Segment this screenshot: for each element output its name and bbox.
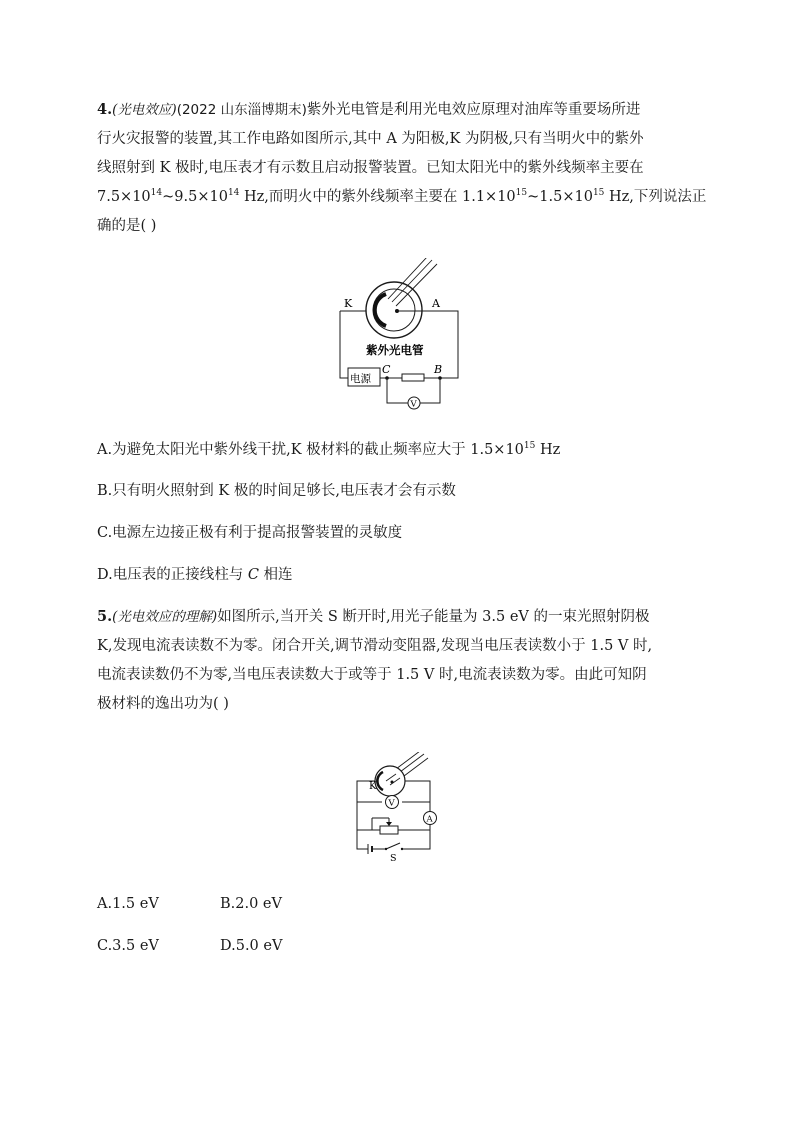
- q5-option-a[interactable]: A.1.5 eV: [97, 896, 159, 912]
- q4-freq-b: ~9.5×10: [162, 189, 228, 205]
- anode-dot: [395, 309, 399, 313]
- q4-line-4: [97, 187, 706, 207]
- q4-exp-2: 14: [227, 188, 240, 198]
- tube-inner-circle: [373, 289, 415, 331]
- q4-freq-a: 7.5×10: [97, 189, 151, 205]
- q4-option-d-text: D.电压表的正接线柱与: [97, 567, 248, 583]
- switch-blade: [386, 843, 400, 849]
- left-wire: [340, 311, 348, 378]
- q5-circuit-figure: [350, 752, 440, 862]
- q4-number: 4.: [97, 101, 113, 118]
- q4-option-d-italic: C: [247, 567, 259, 583]
- q4-line-5: 确的是( ): [97, 218, 157, 234]
- q4-option-a-text: A.为避免太阳光中紫外线干扰,K 极材料的截止频率应大于 1.5×10: [97, 442, 524, 458]
- q4-source: (2022 山东淄博期末): [176, 102, 307, 118]
- q4-freq-e: Hz,下列说法正: [604, 189, 707, 205]
- q5-tag: (光电效应的理解): [112, 609, 218, 625]
- q5-option-d[interactable]: D.5.0 eV: [220, 938, 283, 954]
- q4-option-c[interactable]: C.电源左边接正极有利于提高报警装置的灵敏度: [97, 525, 403, 541]
- rheostat: [380, 826, 398, 834]
- q5-line-2: K,发现电流表读数不为零。闭合开关,调节滑动变阻器,发现当电压表读数小于 1.5 V 时,: [97, 638, 653, 654]
- label-k: K: [369, 781, 377, 792]
- q4-line-1: [97, 100, 640, 120]
- q4-option-a[interactable]: [97, 440, 560, 460]
- q4-exp-4: 15: [592, 188, 605, 198]
- tube-caption: 紫外光电管: [366, 343, 424, 357]
- voltmeter-label: V: [410, 399, 417, 410]
- q4-circuit-figure: [330, 258, 465, 418]
- q5-number: 5.: [97, 608, 113, 625]
- label-b: B: [434, 363, 443, 376]
- q4-line-3: 线照射到 K 极时,电压表才有示数且启动报警装置。已知太阳光中的紫外线频率主要在: [97, 160, 644, 176]
- q5-line-1: [97, 607, 650, 627]
- q4-freq-d: ~1.5×10: [527, 189, 593, 205]
- ammeter-label: A: [426, 814, 433, 825]
- cathode-arc: [375, 294, 386, 326]
- q4-line-2: 行火灾报警的装置,其工作电路如图所示,其中 A 为阳极,K 为阴极,只有当明火中的紫外: [97, 131, 644, 147]
- q4-exp-3: 15: [515, 188, 528, 198]
- resistor: [402, 374, 424, 381]
- q4-option-a-exp: 15: [523, 441, 536, 451]
- label-k: K: [344, 297, 353, 310]
- q4-option-d[interactable]: [97, 565, 293, 585]
- q4-text-1: 紫外光电管是利用光电效应原理对油库等重要场所进: [306, 102, 641, 118]
- switch-label: S: [390, 853, 397, 862]
- tube-circle: [375, 766, 405, 796]
- q5-option-c[interactable]: C.3.5 eV: [97, 938, 159, 954]
- q4-exp-1: 14: [150, 188, 163, 198]
- power-label: 电源: [350, 373, 371, 385]
- right-wire: [402, 781, 430, 802]
- q5-text-1: 如图所示,当开关 S 断开时,用光子能量为 3.5 eV 的一束光照射阴极: [217, 609, 650, 625]
- label-c: C: [382, 363, 391, 376]
- q5-line-4: 极材料的逸出功为( ): [97, 696, 229, 712]
- label-a: A: [432, 297, 440, 310]
- q4-option-d-tail: 相连: [258, 567, 293, 583]
- q5-option-b[interactable]: B.2.0 eV: [220, 896, 282, 912]
- q4-option-b[interactable]: B.只有明火照射到 K 极的时间足够长,电压表才会有示数: [97, 483, 456, 499]
- q4-tag: (光电效应): [112, 102, 177, 118]
- voltmeter-label: V: [388, 798, 395, 809]
- q4-option-a-unit: Hz: [535, 442, 561, 458]
- q4-freq-c: Hz,而明火中的紫外线频率主要在 1.1×10: [239, 189, 516, 205]
- q5-line-3: 电流表读数仍不为零,当电压表读数大于或等于 1.5 V 时,电流表读数为零。由此可知阴: [97, 667, 647, 683]
